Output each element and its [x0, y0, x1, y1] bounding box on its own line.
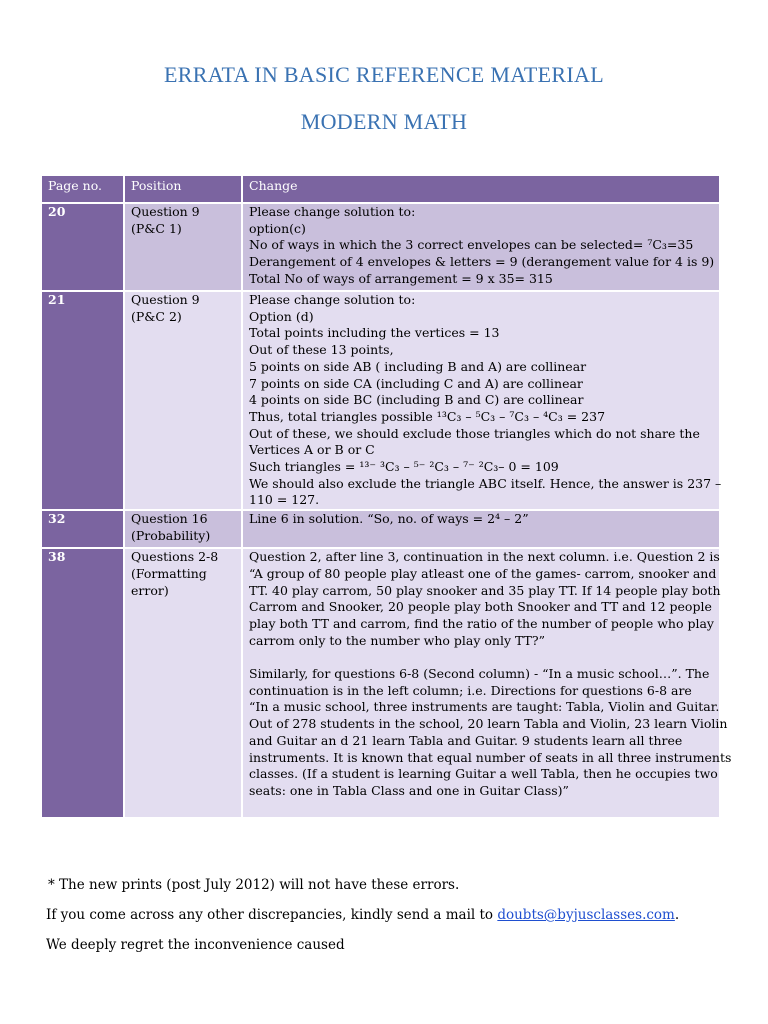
footer-contact — [46, 907, 679, 923]
table-row — [42, 511, 719, 547]
position-line: (P&C 1) — [131, 220, 182, 236]
position-cell — [125, 292, 241, 509]
table-header-row — [42, 176, 719, 202]
header-page-no: Page no. — [42, 176, 123, 202]
change-line: play both TT and carrom, find the ratio of the number of people who play — [249, 615, 714, 631]
change-line: Total points including the vertices = 13 — [249, 325, 500, 341]
change-line: 5 points on side AB ( including B and A) are collinear — [249, 358, 587, 374]
change-line: Out of 278 students in the school, 20 learn Tabla and Violin, 23 learn Violin — [249, 716, 728, 732]
change-line: 4 points on side BC (including B and C) are collinear — [249, 392, 584, 408]
change-line: Question 2, after line 3, continuation in the next column. i.e. Question 2 is — [249, 549, 720, 565]
table-row — [42, 549, 719, 817]
change-cell — [243, 511, 719, 547]
position-line: (Formatting — [131, 565, 207, 581]
change-line: classes. (If a student is learning Guitar a well Tabla, then he occupies two — [249, 766, 718, 782]
change-line: Please change solution to: — [249, 204, 416, 219]
table-row — [42, 292, 719, 509]
change-line: continuation is in the left column; i.e. Directions for questions 6-8 are — [249, 682, 692, 698]
change-line: Such triangles = ¹³⁻ ³C₃ – ⁵⁻ ²C₃ – ⁷⁻ ²C₃– 0 = 109 — [249, 459, 559, 475]
change-line: Total No of ways of arrangement = 9 x 35= 315 — [249, 270, 553, 286]
change-cell — [243, 292, 722, 509]
change-line: instruments. It is known that equal number of seats in all three instruments — [249, 749, 732, 765]
table-row — [42, 204, 719, 290]
errata-table — [40, 174, 732, 819]
position-line: Question 9 — [131, 204, 200, 219]
footer-note: * The new prints (post July 2012) will not have these errors. — [48, 877, 460, 893]
position-cell — [125, 204, 241, 290]
change-line: Please change solution to: — [249, 292, 416, 307]
change-line: Out of these 13 points, — [249, 342, 394, 358]
change-line: Option (d) — [249, 308, 314, 324]
position-cell — [125, 511, 241, 547]
document-title: ERRATA IN BASIC REFERENCE MATERIAL — [164, 62, 604, 87]
change-line: 110 = 127. — [249, 492, 320, 508]
change-line: seats: one in Tabla Class and one in Guitar Class)” — [249, 782, 569, 798]
header-change: Change — [243, 176, 719, 202]
change-line: Out of these, we should exclude those triangles which do not share the — [249, 425, 700, 441]
position-line: Question 9 — [131, 292, 200, 307]
footer-regret: We deeply regret the inconvenience caused — [46, 937, 345, 953]
page-number-cell: 38 — [42, 549, 123, 817]
change-line: Carrom and Snooker, 20 people play both Snooker and TT and 12 people — [249, 599, 712, 615]
change-line: Thus, total triangles possible ¹³C₃ – ⁵C₃ – ⁷C₃ – ⁴C₃ = 237 — [249, 408, 606, 424]
change-line: “A group of 80 people play atleast one of the games- carrom, snooker and — [249, 565, 717, 581]
change-line: option(c) — [249, 220, 306, 236]
change-line: Similarly, for questions 6-8 (Second column) - “In a music school…”. The — [249, 666, 710, 682]
position-line: (P&C 2) — [131, 308, 182, 324]
email-link[interactable]: doubts@byjusclasses.com — [497, 907, 675, 923]
change-cell — [243, 204, 719, 290]
change-line: carrom only to the number who play only TT?” — [249, 632, 545, 648]
position-line: Questions 2-8 — [131, 549, 219, 565]
change-cell — [243, 549, 732, 817]
position-line: error) — [131, 582, 169, 598]
change-line: “In a music school, three instruments are taught: Tabla, Violin and Guitar. — [249, 699, 720, 715]
change-line: We should also exclude the triangle ABC itself. Hence, the answer is 237 – — [249, 475, 722, 491]
position-line: Question 16 — [131, 511, 208, 527]
document-subtitle: MODERN MATH — [300, 109, 468, 134]
contact-suffix: . — [674, 907, 680, 923]
change-line: TT. 40 play carrom, 50 play snooker and 35 play TT. If 14 people play both — [249, 582, 721, 598]
change-line: Vertices A or B or C — [249, 442, 375, 458]
page-number-cell: 32 — [42, 511, 123, 547]
change-line: Line 6 in solution. “So, no. of ways = 2⁴ – 2” — [249, 511, 529, 527]
position-line: (Probability) — [131, 527, 211, 543]
position-cell — [125, 549, 241, 817]
header-position: Position — [125, 176, 241, 202]
page-number-cell: 20 — [42, 204, 123, 290]
contact-text: If you come across any other discrepancies, kindly send a mail to — [46, 907, 498, 923]
change-line: 7 points on side CA (including C and A) are collinear — [249, 375, 583, 391]
change-line: No of ways in which the 3 correct envelopes can be selected= ⁷C₃=35 — [249, 237, 694, 253]
change-line: and Guitar an d 21 learn Tabla and Guitar. 9 students learn all three — [249, 732, 683, 748]
page-number-cell: 21 — [42, 292, 123, 509]
blank-line — [249, 649, 713, 666]
change-line: Derangement of 4 envelopes & letters = 9 (derangement value for 4 is 9) — [249, 254, 715, 270]
